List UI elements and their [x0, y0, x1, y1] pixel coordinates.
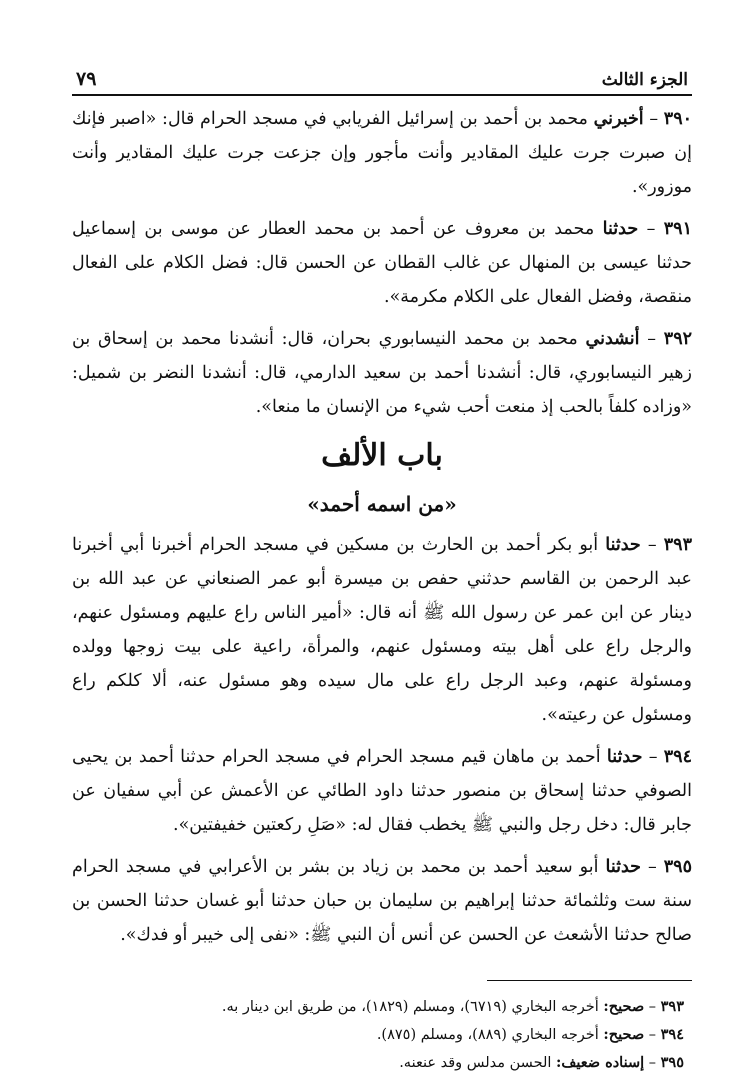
hadith-entry-394: ٣٩٤ – حدثنا أحمد بن ماهان قيم مسجد الحرام في مسجد الحرام حدثنا أحمد بن يحيى الصوفي حدثنا إسحاق بن منصور حدثنا داود الطائي عن الأعمش عن أبي سفيان عن جابر قال: دخل رجل والنبي ﷺ يخطب فقال له: «صَلِ ركعتين خفيفتين». [72, 747, 692, 835]
entry-number: ٣٩٢ [663, 329, 692, 349]
footnote-number: ٣٩٤ [660, 1026, 684, 1043]
book-page [72, 50, 692, 1077]
page-number: ٧٩ [76, 68, 97, 90]
chapter-title: باب الألف [321, 438, 443, 473]
entry-lead: حدثنا [605, 857, 641, 877]
entry-lead: حدثنا [605, 535, 641, 555]
footnote-text: أخرجه البخاري (٨٨٩)، ومسلم (٨٧٥). [376, 1027, 599, 1043]
entry-text: أحمد بن ماهان قيم مسجد الحرام في مسجد الحرام حدثنا أحمد بن يحيى الصوفي حدثنا إسحاق بن منصور حدثنا داود الطائي عن الأعمش عن أبي سفيان عن جابر قال: دخل رجل والنبي ﷺ يخطب فقال له: «صَلِ ركعتين خفيفتين». [72, 747, 692, 835]
entry-text: محمد بن محمد النيسابوري بحران، قال: أنشدنا محمد بن إسحاق بن زهير النيسابوري، قال: أنشدنا أحمد بن سعيد الدارمي، قال: أنشدنا النضر بن شميل: «وزاده كلفاً بالحب إذ منعت أحب شيء من الإنسان ما منعا». [72, 329, 692, 417]
entry-number: ٣٩١ [663, 219, 692, 239]
entry-text: محمد بن أحمد بن إسرائيل الفريابي في مسجد الحرام قال: «اصبر فإنك إن صبرت جرت عليك المقادير وأنت مأجور وإن جزعت جرت عليك المقادير وأنت موزور». [72, 109, 692, 197]
hadith-entry-390: ٣٩٠ – أخبرني محمد بن أحمد بن إسرائيل الفريابي في مسجد الحرام قال: «اصبر فإنك إن صبرت جرت عليك المقادير وأنت مأجور وإن جزعت جرت عليك المقادير وأنت موزور». [72, 109, 692, 197]
hadith-entry-395: ٣٩٥ – حدثنا أبو سعيد أحمد بن محمد بن زياد بن بشر بن الأعرابي في مسجد الحرام سنة ست وثلثمائة حدثنا إبراهيم بن سليمان بن حبان حدثنا أبو غسان حدثنا الحسن بن صالح حدثنا الأشعث عن الحسن عن أنس أن النبي ﷺ: «نفى إلى خيبر أو فدك». [72, 857, 692, 945]
hadith-entry-392: ٣٩٢ – أنشدني محمد بن محمد النيسابوري بحران، قال: أنشدنا محمد بن إسحاق بن زهير النيسابوري، قال: أنشدنا أحمد بن سعيد الدارمي، قال: أنشدنا النضر بن شميل: «وزاده كلفاً بالحب إذ منعت أحب شيء من الإنسان ما منعا». [72, 329, 692, 417]
footnote-393: ٣٩٣ – صحيح: أخرجه البخاري (٦٧١٩)، ومسلم (١٨٢٩)، من طريق ابن دينار به. [221, 998, 684, 1015]
entry-lead: أخبرني [593, 109, 644, 129]
footnote-number: ٣٩٣ [660, 998, 684, 1015]
entry-lead: حدثنا [606, 747, 643, 767]
page-body [72, 102, 692, 1077]
entry-number: ٣٩٠ [663, 109, 692, 129]
footnote-grade: صحيح: [603, 1026, 645, 1043]
entry-lead: أنشدني [585, 329, 640, 349]
footnote-395: ٣٩٥ – إسناده ضعيف: الحسن مدلس وقد عنعنه. [399, 1054, 684, 1071]
footnote-394: ٣٩٤ – صحيح: أخرجه البخاري (٨٨٩)، ومسلم (٨٧٥). [376, 1026, 684, 1043]
footnote-grade: إسناده ضعيف: [556, 1054, 645, 1071]
entry-number: ٣٩٤ [663, 747, 692, 767]
footnote-divider [487, 980, 692, 981]
page-header [72, 50, 692, 96]
volume-title: الجزء الثالث [601, 70, 688, 90]
entry-lead: حدثنا [602, 219, 639, 239]
entry-text: أبو سعيد أحمد بن محمد بن زياد بن بشر بن الأعرابي في مسجد الحرام سنة ست وثلثمائة حدثنا إبراهيم بن سليمان بن حبان حدثنا أبو غسان حدثنا الحسن بن صالح حدثنا الأشعث عن الحسن عن أنس أن النبي ﷺ: «نفى إلى خيبر أو فدك». [72, 857, 692, 945]
footnote-text: الحسن مدلس وقد عنعنه. [399, 1055, 552, 1071]
entry-text: محمد بن معروف عن أحمد بن محمد العطار عن موسى بن إسماعيل حدثنا عيسى بن المنهال عن غالب القطان عن الحسن قال: فضل الكلام على الفعال منقصة، وفضل الفعال على الكلام مكرمة». [72, 219, 692, 307]
entry-number: ٣٩٥ [663, 857, 692, 877]
section-title: «من اسمه أحمد» [307, 492, 457, 516]
entry-number: ٣٩٣ [663, 535, 692, 555]
hadith-entry-393: ٣٩٣ – حدثنا أبو بكر أحمد بن الحارث بن مسكين في مسجد الحرام أخبرنا أبي أخبرنا عبد الرحمن بن القاسم حدثني حفص بن ميسرة أبو عمر الصنعاني عن عبد الله بن دينار عن ابن عمر عن رسول الله ﷺ أنه قال: «أمير الناس راع عليهم ومسئول عنهم، والرجل راع على أهل بيته ومسئول عنهم، والمرأة، راعية على بيت زوجها وولده ومسئولة عنهم، وعبد الرجل راع على مال سيده وهو مسئول عنه، ألا كلكم راع ومسئول عن رعيته». [72, 535, 692, 725]
hadith-entry-391: ٣٩١ – حدثنا محمد بن معروف عن أحمد بن محمد العطار عن موسى بن إسماعيل حدثنا عيسى بن المنهال عن غالب القطان عن الحسن قال: فضل الكلام على الفعال منقصة، وفضل الفعال على الكلام مكرمة». [72, 219, 692, 307]
footnote-grade: صحيح: [603, 998, 645, 1015]
footnote-text: أخرجه البخاري (٦٧١٩)، ومسلم (١٨٢٩)، من طريق ابن دينار به. [221, 999, 599, 1015]
entry-text: أبو بكر أحمد بن الحارث بن مسكين في مسجد الحرام أخبرنا أبي أخبرنا عبد الرحمن بن القاسم حدثني حفص بن ميسرة أبو عمر الصنعاني عن عبد الله بن دينار عن ابن عمر عن رسول الله ﷺ أنه قال: «أمير الناس راع عليهم ومسئول عنهم، والرجل راع على أهل بيته ومسئول عنهم، والمرأة، راعية على بيت زوجها وولده ومسئولة عنهم، وعبد الرجل راع على مال سيده وهو مسئول عنه، ألا كلكم راع ومسئول عن رعيته». [72, 535, 692, 725]
footnote-number: ٣٩٥ [660, 1054, 684, 1071]
